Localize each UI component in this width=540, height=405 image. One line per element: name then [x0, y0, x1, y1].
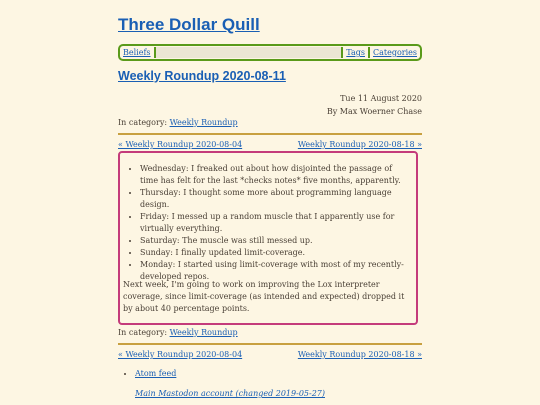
atom-feed-link[interactable]: Atom feed [135, 369, 177, 378]
category-label: In category: [118, 328, 168, 337]
post-date: Tue 11 August 2020 [340, 94, 422, 103]
category-line-bottom [118, 328, 238, 337]
post-title-link[interactable]: Weekly Roundup 2020-08-11 [118, 69, 286, 83]
list-item: • Saturday: The muscle was still messed up. [140, 235, 410, 247]
site-title-link[interactable]: Three Dollar Quill [118, 15, 260, 34]
list-item: • Sunday: I finally updated limit-coverage. [140, 247, 410, 259]
divider-rule [118, 133, 422, 135]
footer-links [118, 369, 176, 378]
nav-tags-link[interactable]: Tags [346, 48, 365, 57]
category-link[interactable]: Weekly Roundup [169, 118, 238, 127]
prev-post-link[interactable]: « Weekly Roundup 2020-08-04 [118, 140, 243, 149]
next-post-link[interactable]: Weekly Roundup 2020-08-18 » [297, 140, 422, 149]
post-body [118, 151, 418, 325]
nav-beliefs-link[interactable]: Beliefs [123, 48, 151, 57]
category-line [118, 118, 238, 127]
nav-spacer [156, 47, 342, 58]
list-item: • Monday: I started using limit-coverage with most of my recently-developed repos. [140, 259, 410, 283]
nav-categories-link[interactable]: Categories [373, 48, 417, 57]
divider-rule [118, 343, 422, 345]
category-label: In category: [118, 118, 168, 127]
site-nav [118, 44, 422, 61]
prev-post-link-bottom[interactable]: « Weekly Roundup 2020-08-04 [118, 350, 243, 359]
list-item [135, 369, 176, 378]
list-item: • Friday: I messed up a random muscle that I apparently use for virtually everything. [140, 211, 410, 235]
category-link[interactable]: Weekly Roundup [169, 328, 238, 337]
list-item: • Wednesday: I freaked out about how disjointed the passage of time has felt for the last *checks notes* five months, apparently. [140, 163, 410, 187]
list-item: • Thursday: I thought some more about programming language design. [140, 187, 410, 211]
day-list [140, 163, 410, 283]
post-paragraph: Next week, I'm going to work on improving the Lox interpreter coverage, since limit-coverage (as intended and expected) dropped it by about 40 percentage points. [123, 280, 405, 313]
mastodon-link[interactable]: Main Mastodon account (changed 2019-05-27) [135, 389, 325, 398]
next-post-link-bottom[interactable]: Weekly Roundup 2020-08-18 » [297, 350, 422, 359]
post-author: By Max Woerner Chase [326, 107, 422, 116]
